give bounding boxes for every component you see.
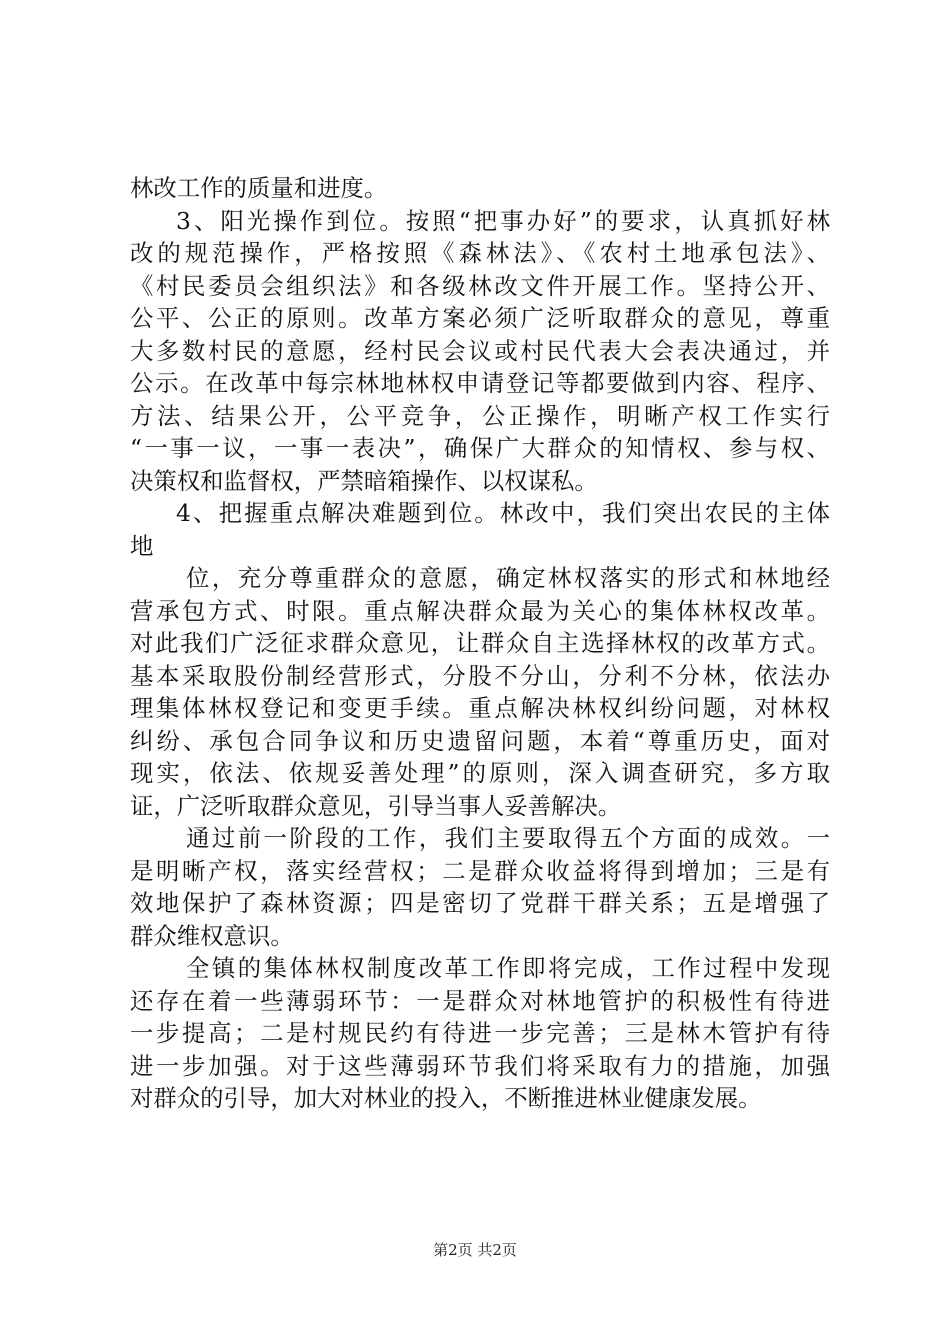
paragraph-line: 营承包方式、时限。重点解决群众最为关心的集体林权改革。 [130, 596, 830, 625]
paragraph-line: 方法、结果公开，公平竞争，公正操作，明晰产权工作实行 [130, 401, 830, 430]
paragraph-line: 群众维权意识。 [130, 921, 294, 950]
document-body [130, 172, 830, 1115]
paragraph-line: 地 [130, 531, 154, 560]
paragraph-line: 林改工作的质量和进度。 [130, 174, 388, 202]
paragraph-line: “一事一议，一事一表决”，确保广大群众的知情权、参与权、 [130, 434, 830, 462]
paragraph-line: 3、阳光操作到位。按照“把事办好”的要求，认真抓好林 [176, 206, 830, 235]
paragraph-line: 证，广泛听取群众意见，引导当事人妥善解决。 [130, 791, 622, 820]
paragraph-line: 一步提高；二是村规民约有待进一步完善；三是林木管护有待 [130, 1019, 830, 1047]
paragraph-line: 改的规范操作，严格按照《森林法》、《农村土地承包法》、 [130, 239, 830, 267]
paragraph-line: 纠纷、承包合同争议和历史遗留问题，本着“尊重历史，面对 [130, 726, 830, 755]
paragraph-line: 通过前一阶段的工作，我们主要取得五个方面的成效。一 [186, 824, 830, 852]
paragraph-line: 《村民委员会组织法》和各级林改文件开展工作。坚持公开、 [130, 271, 830, 300]
paragraph-line: 进一步加强。对于这些薄弱环节我们将采取有力的措施，加强 [130, 1051, 830, 1080]
paragraph-line: 理集体林权登记和变更手续。重点解决林权纠纷问题，对林权 [130, 694, 830, 722]
paragraph-line: 对此我们广泛征求群众意见，让群众自主选择林权的改革方式。 [130, 629, 830, 657]
paragraph-line: 是明晰产权，落实经营权；二是群众收益将得到增加；三是有 [130, 856, 830, 885]
paragraph-line: 对群众的引导，加大对林业的投入，不断推进林业健康发展。 [130, 1084, 762, 1112]
paragraph-line: 现实，依法、依规妥善处理”的原则，深入调查研究，多方取 [130, 759, 830, 787]
paragraph-line: 效地保护了森林资源；四是密切了党群干群关系；五是增强了 [130, 889, 830, 917]
paragraph-line: 4、把握重点解决难题到位。林改中，我们突出农民的主体 [176, 499, 830, 527]
paragraph-line: 全镇的集体林权制度改革工作即将完成，工作过程中发现 [186, 954, 830, 982]
paragraph-line: 位，充分尊重群众的意愿，确定林权落实的形式和林地经 [186, 564, 830, 592]
paragraph-line: 公示。在改革中每宗林地林权申请登记等都要做到内容、程序、 [130, 369, 830, 397]
page-footer: 第2页 共2页 [433, 1241, 517, 1259]
paragraph-line: 还存在着一些薄弱环节：一是群众对林地管护的积极性有待进 [130, 986, 830, 1015]
paragraph-line: 基本采取股份制经营形式，分股不分山，分利不分林，依法办 [130, 661, 830, 690]
paragraph-line: 大多数村民的意愿，经村民会议或村民代表大会表决通过，并 [130, 336, 830, 365]
paragraph-line: 决策权和监督权，严禁暗箱操作、以权谋私。 [130, 466, 598, 495]
paragraph-line: 公平、公正的原则。改革方案必须广泛听取群众的意见，尊重 [130, 304, 830, 332]
